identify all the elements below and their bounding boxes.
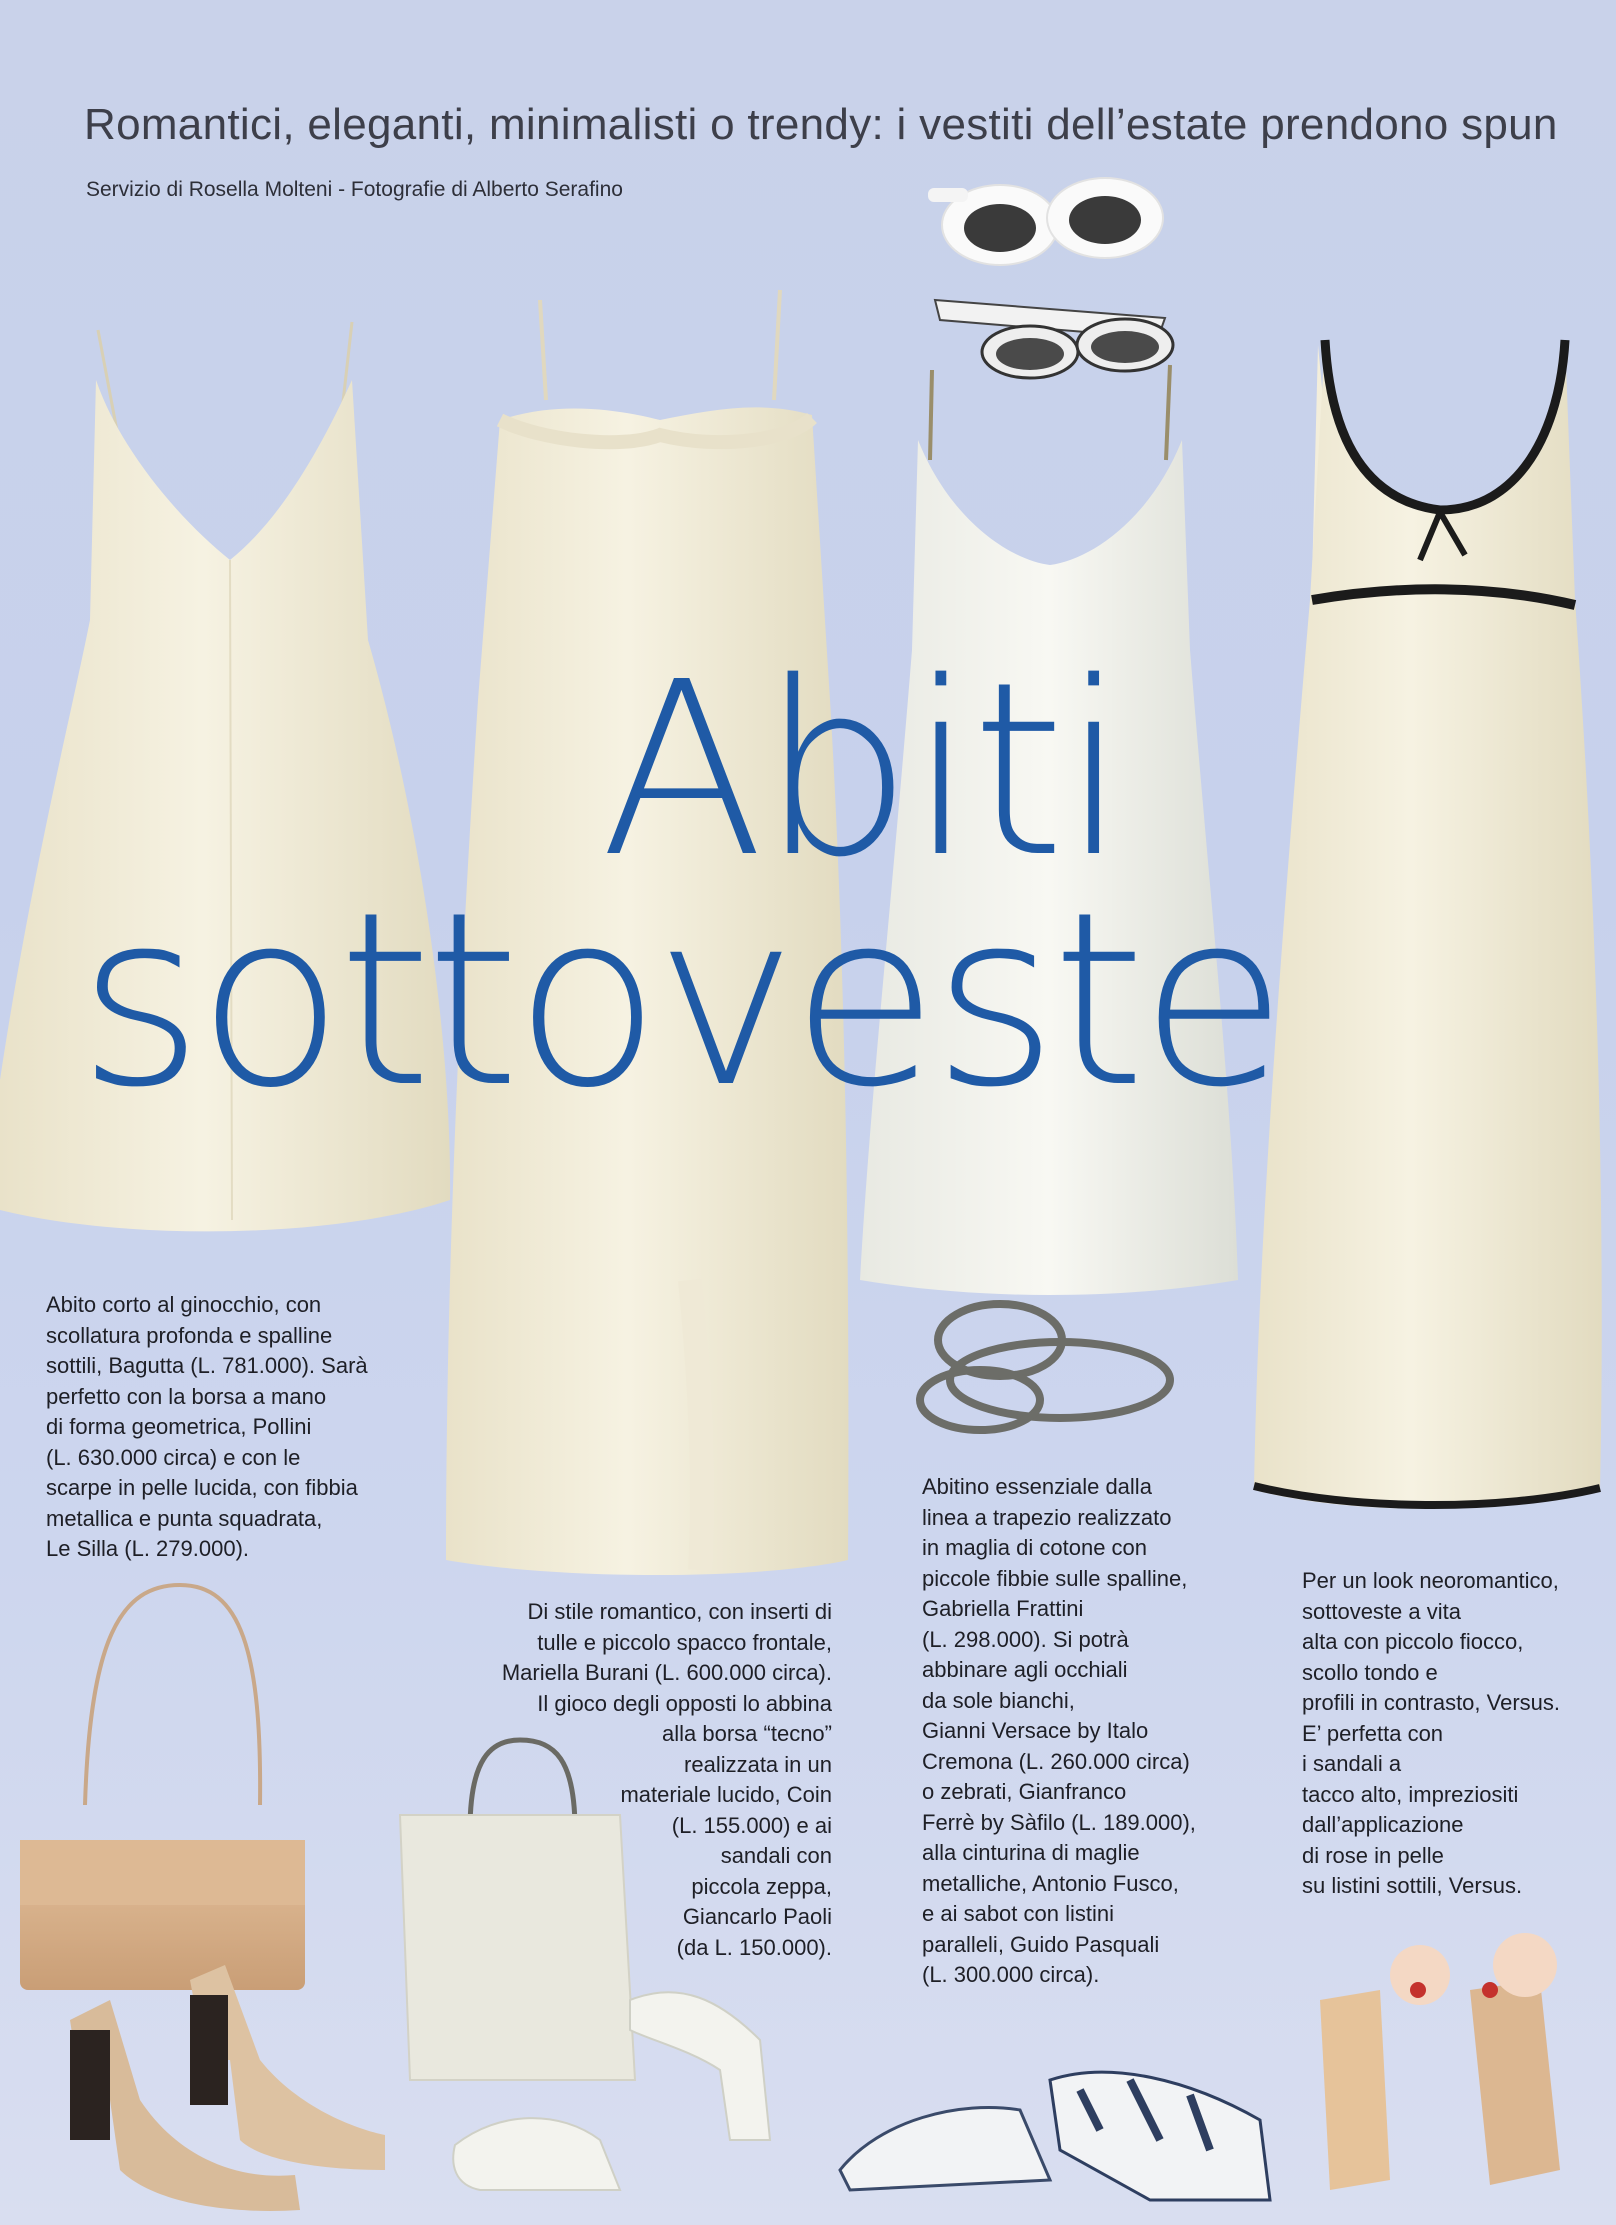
- caption-burani: [460, 1597, 832, 1963]
- header-tagline: Romantici, eleganti, minimalisti o trendy: i vestiti dell’estate prendono spun: [84, 100, 1558, 149]
- caption-frattini: [922, 1472, 1242, 1991]
- photo-credits: Servizio di Rosella Molteni - Fotografie di Alberto Serafino: [86, 178, 623, 201]
- caption-line: o zebrati, Gianfranco: [922, 1779, 1127, 1804]
- caption-line: realizzata in un: [684, 1751, 832, 1777]
- caption-line: tulle e piccolo spacco frontale,: [537, 1629, 832, 1655]
- sunglasses-white: [928, 178, 1163, 265]
- caption-line: sottoveste a vita: [1302, 1598, 1461, 1624]
- caption-line: di forma geometrica, Pollini: [46, 1414, 312, 1439]
- caption-line: (da L. 150.000).: [676, 1934, 832, 1960]
- caption-line: i sandali a: [1302, 1751, 1402, 1776]
- caption-line: Il gioco degli opposti lo abbina: [537, 1690, 832, 1716]
- caption-line: scarpe in pelle lucida, con fibbia: [46, 1475, 358, 1500]
- caption-line: Mariella Burani (L. 600.000 circa).: [501, 1660, 832, 1685]
- caption-line: piccola zeppa,: [691, 1873, 832, 1899]
- caption-line: paralleli, Guido Pasquali: [922, 1931, 1160, 1957]
- caption-line: sottili, Bagutta (L. 781.000). Sarà: [46, 1353, 368, 1378]
- caption-line: Gianni Versace by Italo: [922, 1718, 1149, 1743]
- caption-line: Abito corto al ginocchio, con: [46, 1292, 322, 1317]
- sunglasses-zebra: [935, 300, 1173, 378]
- caption-line: Di stile romantico, con inserti di: [527, 1599, 832, 1624]
- caption-line: metalliche, Antonio Fusco,: [922, 1870, 1179, 1896]
- caption-line: tacco alto, impreziositi: [1302, 1781, 1519, 1807]
- caption-line: scollo tondo e: [1302, 1659, 1438, 1685]
- caption-line: alla cinturina di maglie: [922, 1840, 1140, 1865]
- caption-line: Gabriella Frattini: [922, 1596, 1084, 1621]
- caption-line: abbinare agli occhiali: [922, 1657, 1128, 1682]
- caption-line: su listini sottili, Versus.: [1302, 1873, 1523, 1898]
- caption-bagutta: [46, 1290, 426, 1565]
- caption-line: alla borsa “tecno”: [662, 1721, 832, 1746]
- caption-line: Giancarlo Paoli: [682, 1904, 832, 1929]
- shoes-le-silla: [70, 1965, 385, 2211]
- caption-line: piccole fibbie sulle spalline,: [922, 1565, 1188, 1591]
- caption-line: profili in contrasto, Versus.: [1302, 1690, 1561, 1715]
- caption-line: (L. 630.000 circa) e con le: [46, 1444, 301, 1470]
- sabots-guido-pasquali: [840, 2072, 1270, 2200]
- caption-line: linea a trapezio realizzato: [922, 1504, 1172, 1530]
- headline-line-1: Abiti: [600, 630, 1124, 910]
- caption-line: dall’applicazione: [1302, 1812, 1464, 1837]
- caption-line: (L. 155.000) e ai: [671, 1812, 832, 1838]
- caption-line: alta con piccolo fiocco,: [1302, 1629, 1524, 1654]
- caption-line: E’ perfetta con: [1302, 1720, 1444, 1746]
- caption-line: materiale lucido, Coin: [620, 1782, 832, 1807]
- caption-line: Per un look neoromantico,: [1302, 1568, 1559, 1593]
- caption-line: scollatura profonda e spalline: [46, 1322, 333, 1348]
- handbag-pollini: [20, 1585, 305, 1990]
- caption-line: sandali con: [720, 1843, 832, 1868]
- caption-line: di rose in pelle: [1302, 1842, 1444, 1868]
- caption-line: perfetto con la borsa a mano: [46, 1383, 327, 1409]
- caption-line: metallica e punta squadrata,: [46, 1505, 323, 1531]
- caption-line: Ferrè by Sàfilo (L. 189.000),: [922, 1809, 1196, 1835]
- caption-line: Le Silla (L. 279.000).: [46, 1536, 250, 1561]
- belt-metallic: [920, 1304, 1170, 1430]
- caption-line: in maglia di cotone con: [922, 1535, 1148, 1560]
- caption-line: Abitino essenziale dalla: [922, 1474, 1152, 1499]
- caption-line: da sole bianchi,: [922, 1687, 1075, 1713]
- caption-line: Cremona (L. 260.000 circa): [922, 1748, 1190, 1774]
- caption-line: (L. 298.000). Si potrà: [922, 1626, 1129, 1652]
- caption-versus: [1302, 1566, 1602, 1902]
- caption-line: (L. 300.000 circa).: [922, 1962, 1100, 1987]
- headline-line-2: sottoveste: [78, 860, 1282, 1140]
- dress-versus: [1254, 340, 1602, 1509]
- sandals-versus-roses: [1320, 1933, 1560, 2190]
- caption-line: e ai sabot con listini: [922, 1901, 1114, 1926]
